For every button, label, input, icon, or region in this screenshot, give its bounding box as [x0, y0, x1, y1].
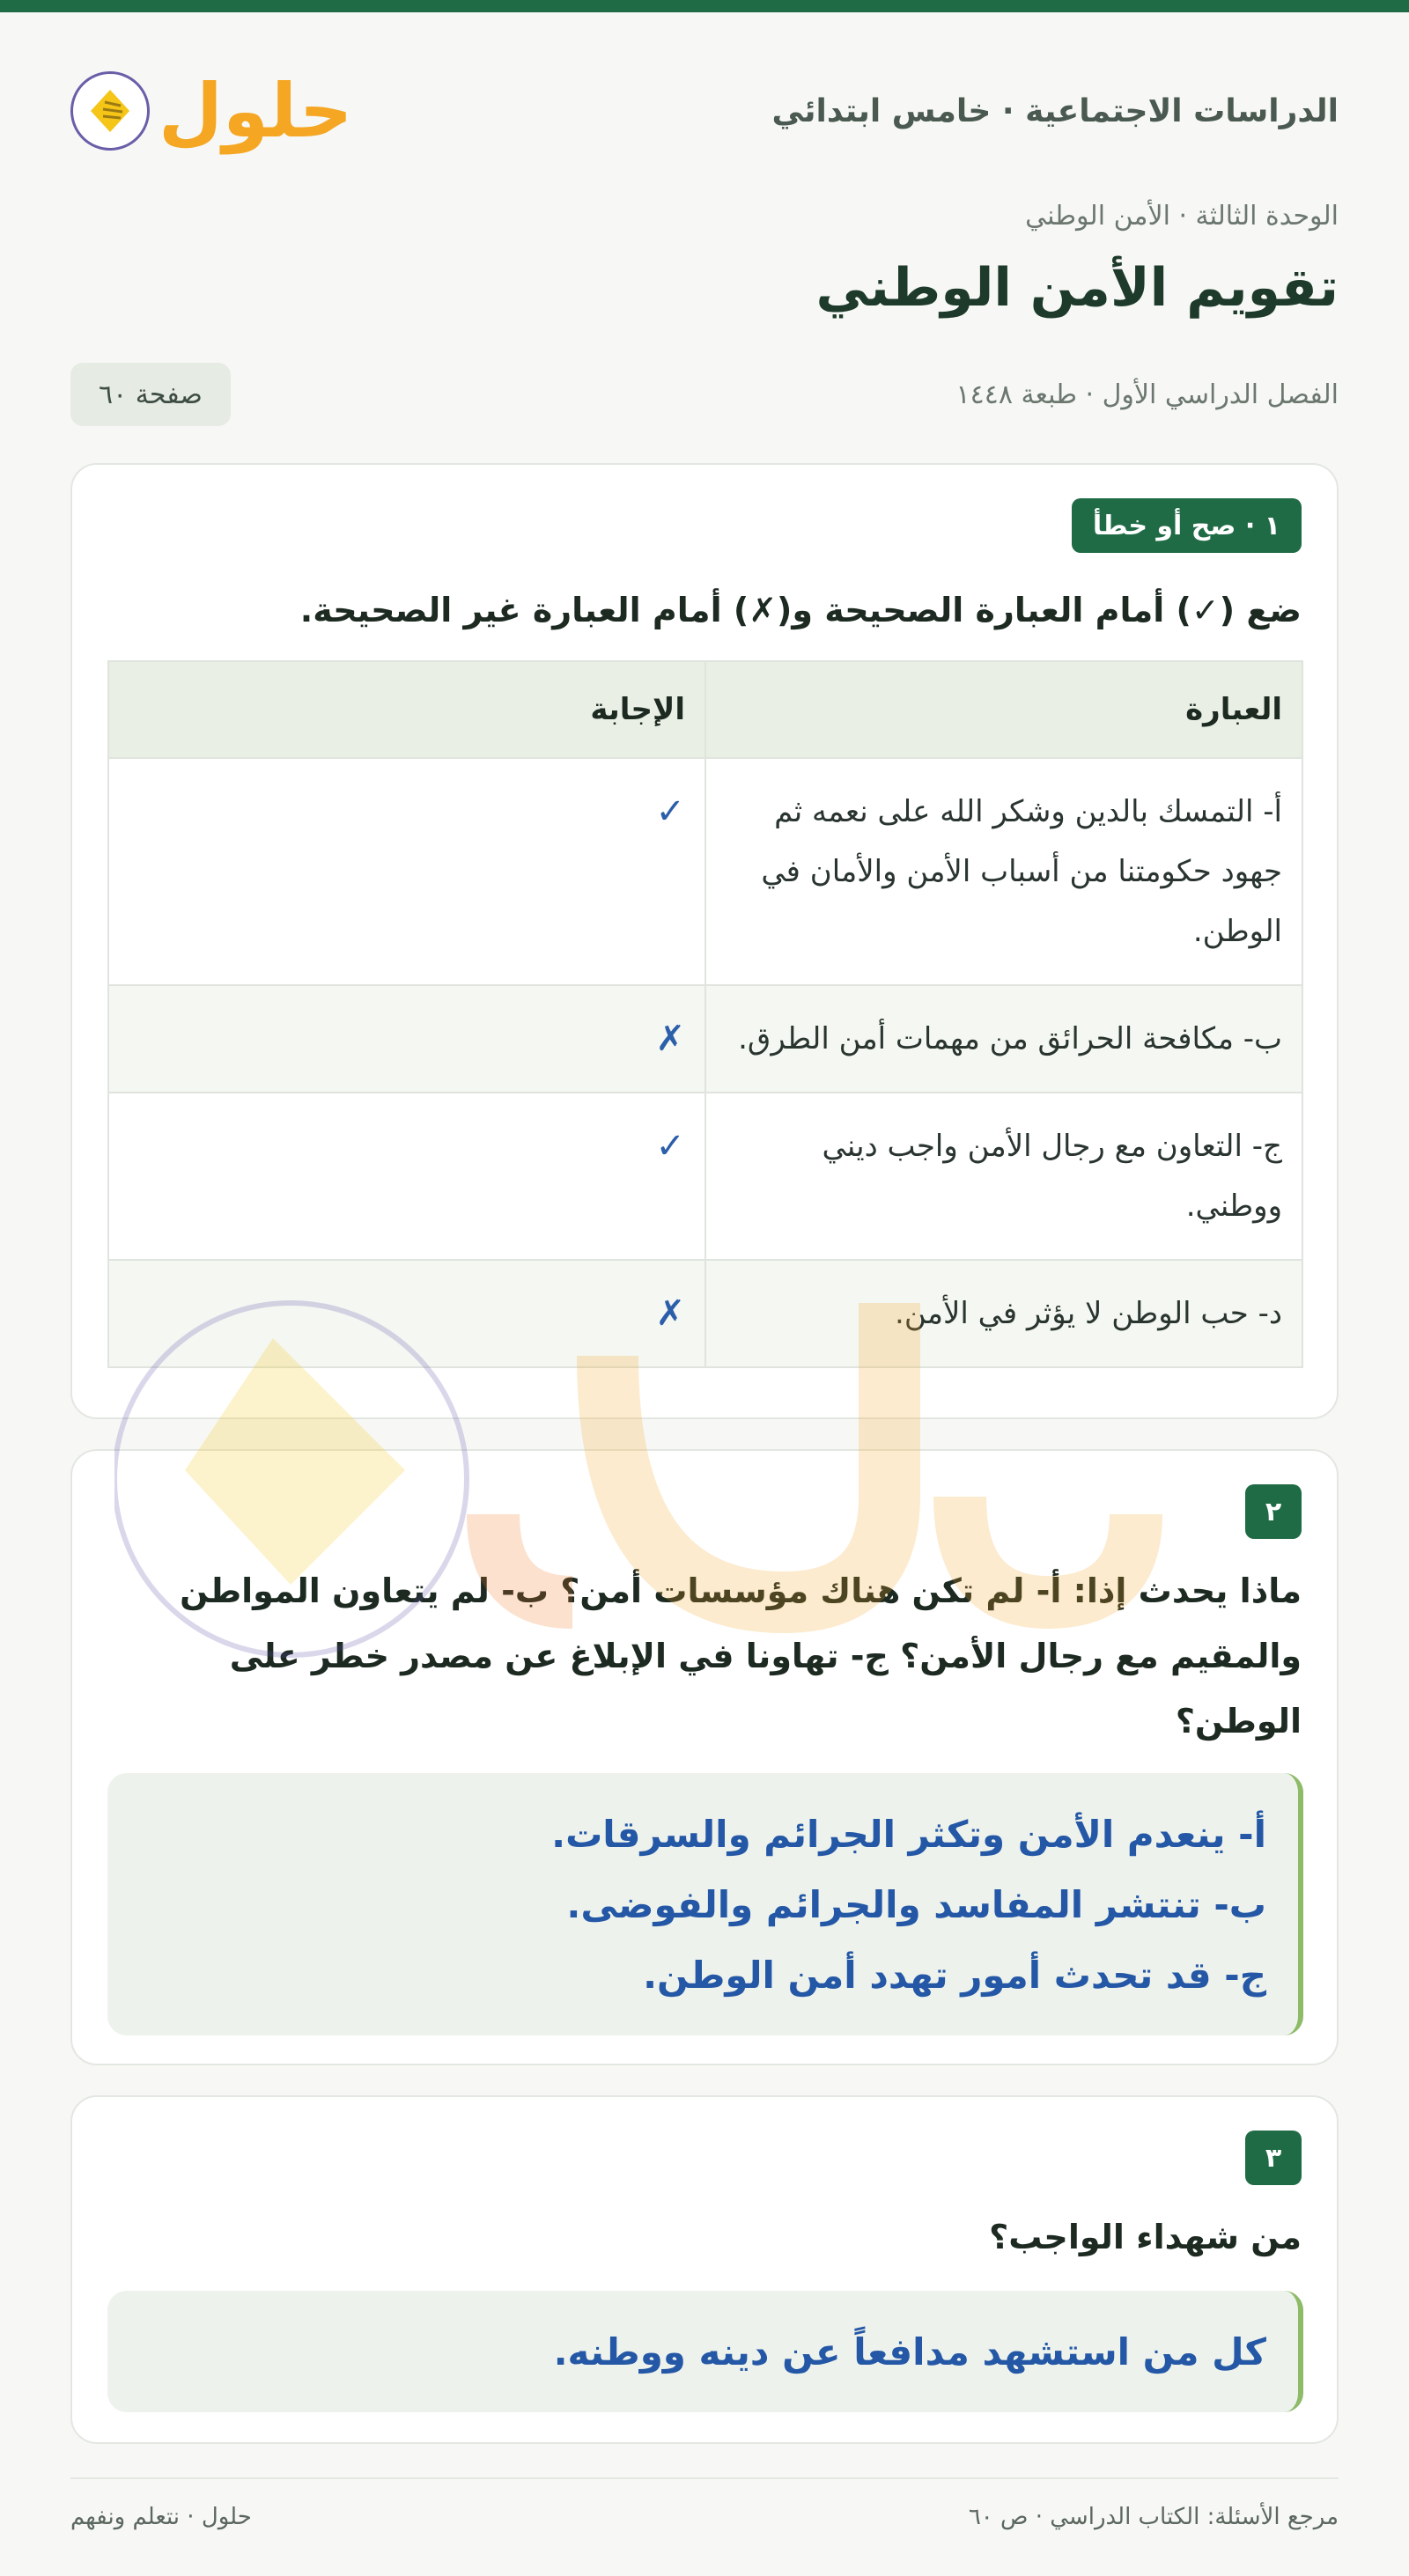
- question-text: من شهداء الواجب؟: [989, 2218, 1302, 2256]
- table-row: [108, 758, 1302, 985]
- answer-line: أ- ينعدم الأمن وتكثر الجرائم والسرقات.: [551, 1813, 1266, 1856]
- question-badge: ١ · صح أو خطأ: [1072, 498, 1302, 553]
- footer-divider: [70, 2477, 1339, 2479]
- footer-reference: مرجع الأسئلة: الكتاب الدراسي · ص ٦٠: [968, 2504, 1339, 2530]
- question-card-1: [70, 463, 1339, 1419]
- table-header-answer: الإجابة: [108, 661, 705, 758]
- footer-brand: حلول · نتعلم ونفهم: [70, 2504, 252, 2530]
- answer-cell: ✓: [108, 1093, 705, 1260]
- logo-wordmark: حلول: [159, 68, 353, 154]
- table-row: [108, 985, 1302, 1093]
- statement-cell: ج- التعاون مع رجال الأمن واجب ديني ووطني.: [705, 1093, 1302, 1260]
- term-label: الفصل الدراسي الأول · طبعة ١٤٤٨: [955, 379, 1339, 410]
- brand-logo[interactable]: [70, 68, 353, 154]
- page-number-badge: صفحة ٦٠: [70, 363, 231, 426]
- question-text: ماذا يحدث إذا: أ- لم تكن هناك مؤسسات أمن؟ ب- لم يتعاون المواطن والمقيم مع رجال الأمن؟ ج- تهاونا في الإبلاغ عن مصدر خطر على الوطن؟: [180, 1571, 1302, 1741]
- question-card-2: [70, 1449, 1339, 2065]
- question-card-3: [70, 2095, 1339, 2444]
- answer-box: [107, 2291, 1303, 2412]
- unit-label: الوحدة الثالثة · الأمن الوطني: [1025, 201, 1339, 232]
- answer-line: كل من استشهد مدافعاً عن دينه ووطنه.: [553, 2330, 1266, 2374]
- top-accent-bar: [0, 0, 1409, 12]
- answer-line: ب- تنتشر المفاسد والجرائم والفوضى.: [566, 1883, 1266, 1926]
- page-footer: [70, 2504, 1339, 2530]
- statement-cell: أ- التمسك بالدين وشكر الله على نعمه ثم جهود حكومتنا من أسباب الأمن والأمان في الوطن.: [705, 758, 1302, 985]
- statement-cell: ب- مكافحة الحرائق من مهمات أمن الطرق.: [705, 985, 1302, 1093]
- meta-row: [70, 363, 1339, 426]
- table-row: [108, 1260, 1302, 1367]
- book-icon: [70, 71, 150, 151]
- answer-box: [107, 1773, 1303, 2035]
- question-text: ضع (✓) أمام العبارة الصحيحة و(✗) أمام العبارة غير الصحيحة.: [299, 591, 1302, 629]
- table-header-statement: العبارة: [705, 661, 1302, 758]
- answer-cell: ✗: [108, 985, 705, 1093]
- question-badge: ٢: [1245, 1484, 1302, 1539]
- page-title: تقويم الأمن الوطني: [815, 257, 1339, 319]
- statement-cell: د- حب الوطن لا يؤثر في الأمن.: [705, 1260, 1302, 1367]
- table-row: [108, 1093, 1302, 1260]
- true-false-table: [107, 660, 1303, 1368]
- question-badge: ٣: [1245, 2131, 1302, 2185]
- answer-line: ج- قد تحدث أمور تهدد أمن الوطن.: [643, 1954, 1266, 1997]
- answer-cell: ✗: [108, 1260, 705, 1367]
- answer-cell: ✓: [108, 758, 705, 985]
- page-header: [70, 56, 1339, 166]
- subject-title: الدراسات الاجتماعية · خامس ابتدائي: [771, 92, 1339, 129]
